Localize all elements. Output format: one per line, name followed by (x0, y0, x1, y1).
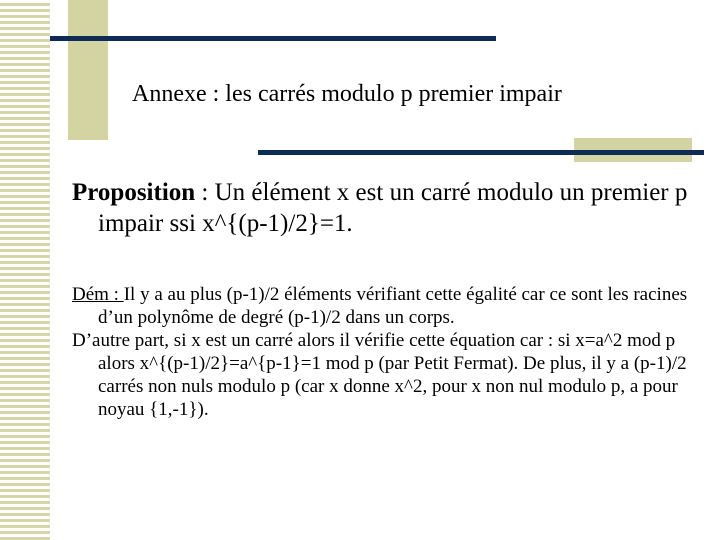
proposition-text: : Un élément x est un carré modulo un premier p impair ssi x^{(p-1)/2}=1. (98, 179, 688, 237)
proof-text-1: Il y a au plus (p-1)/2 éléments vérifiant cette égalité car ce sont les racines d’un polynôme de degré (p-1)/2 dans un corps. (98, 284, 688, 328)
proof-text-2: D’autre part, si x est un carré alors il vérifie cette équation car : si x=a^2 mod p alors x^{(p-1)/2}=a^{p-1}=1 mod p (par Petit Fermat). De plus, il y a (p-1)/2 carrés non nuls modulo p (car x donne x^2, pour x non nul modulo p, a pour noyau {1,-1}). (72, 330, 687, 420)
slide-title: Annexe : les carrés modulo p premier impair (132, 81, 562, 107)
decorative-stripes (0, 0, 50, 540)
proof-section (72, 283, 692, 421)
proposition-statement (72, 177, 692, 239)
top-rule (50, 36, 496, 41)
proof-paragraph-1 (72, 283, 692, 329)
proof-paragraph-2 (72, 329, 692, 421)
bottom-rule (258, 150, 704, 155)
proof-label: Dém : (72, 284, 124, 305)
decorative-title-block (68, 0, 108, 140)
proposition-label: Proposition (72, 179, 196, 206)
